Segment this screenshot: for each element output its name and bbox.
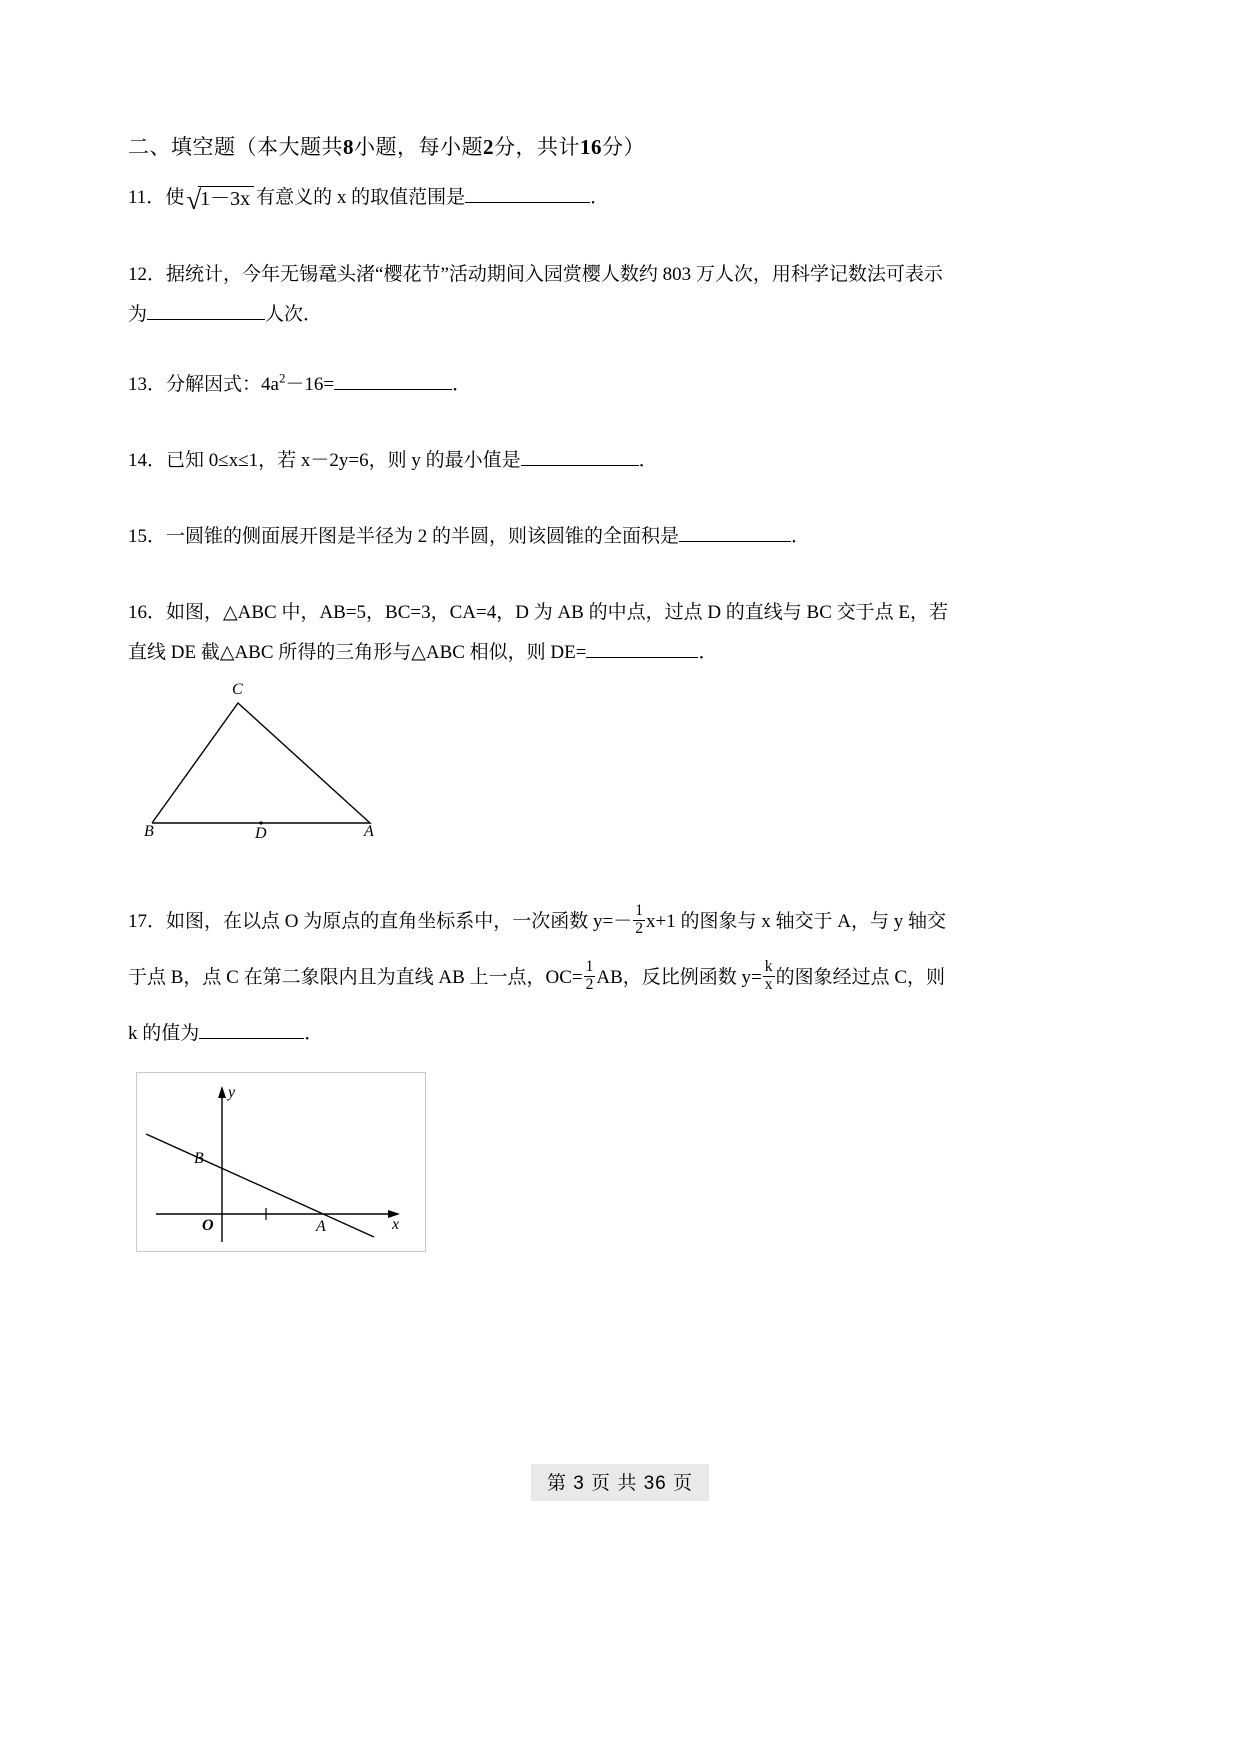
- question-17-text-2a: 于点 B，点 C 在第二象限内且为直线 AB 上一点，OC=: [128, 967, 583, 988]
- coordinate-label-B: B: [194, 1150, 204, 1167]
- question-15-pre: 一圆锥的侧面展开图是半径为 2 的半圆，则该圆锥的全面积是: [166, 526, 680, 547]
- question-14: [128, 441, 1123, 481]
- question-11-number: 11．: [128, 187, 166, 208]
- question-16-number: 16．: [128, 602, 167, 623]
- question-12-text-2-pre: 为: [128, 304, 148, 325]
- coordinate-label-A: A: [316, 1218, 326, 1235]
- question-13-pre: 分解因式：4a: [166, 374, 279, 395]
- question-17-line-2: [128, 950, 1123, 1006]
- question-12-line-1: [128, 255, 1123, 295]
- coordinate-label-O: O: [202, 1217, 214, 1234]
- answer-blank-12[interactable]: [147, 300, 265, 320]
- question-16-text-1: 如图，△ABC 中，AB=5，BC=3，CA=4，D 为 AB 的中点，过点 D 的直线与 BC 交于点 E，若: [166, 602, 949, 623]
- section-heading: [128, 130, 1123, 164]
- question-13-mid: －16=: [285, 374, 335, 395]
- question-13-end: ．: [452, 374, 472, 395]
- question-16-line-1: [128, 593, 1123, 633]
- triangle-svg: [140, 683, 390, 833]
- question-17-text-1a: 如图，在以点 O 为原点的直角坐标系中，一次函数 y=－: [166, 911, 633, 932]
- radical-sign-icon: √: [186, 185, 202, 215]
- figure-frame: [136, 1072, 426, 1252]
- question-15: [128, 517, 1123, 557]
- figure-coordinate-system: [136, 1072, 426, 1252]
- answer-blank-15[interactable]: [679, 522, 791, 542]
- question-14-pre: 已知 0≤x≤1，若 x－2y=6，则 y 的最小值是: [166, 450, 521, 471]
- answer-blank-17[interactable]: [199, 1019, 304, 1039]
- question-17-line-1: [128, 894, 1123, 950]
- question-12-text-2-post: 人次．: [265, 304, 323, 325]
- question-16: [128, 593, 1123, 673]
- question-16-text-2-pre: 直线 DE 截△ABC 所得的三角形与△ABC 相似，则 DE=: [128, 642, 587, 663]
- question-12-line-2: [128, 295, 1123, 335]
- question-14-number: 14．: [128, 450, 167, 471]
- question-17-text-3-end: ．: [304, 1023, 324, 1044]
- question-17-text-3-pre: k 的值为: [128, 1023, 200, 1044]
- section-heading-mid: 小题，每小题: [354, 135, 483, 159]
- section-heading-total: 16: [580, 135, 602, 159]
- question-12-number: 12．: [128, 264, 167, 285]
- question-11-post: 有意义的 x 的取值范围是: [256, 187, 466, 208]
- question-12: [128, 255, 1123, 335]
- section-heading-suffix: 分）: [602, 135, 645, 159]
- triangle-label-D: D: [255, 825, 267, 842]
- radical-body: 1－3x: [198, 186, 254, 211]
- question-13: [128, 365, 1123, 405]
- question-15-number: 15．: [128, 526, 167, 547]
- section-heading-prefix: 二、填空题（本大题共: [128, 135, 343, 159]
- fraction-one-half-2: [584, 959, 596, 993]
- question-11: [128, 178, 1123, 219]
- answer-blank-16[interactable]: [586, 638, 698, 658]
- section-heading-points: 2: [483, 135, 494, 159]
- fraction-denominator: x: [764, 975, 773, 993]
- fraction-one-half-1: [633, 903, 645, 937]
- page-footer: [0, 1464, 1240, 1501]
- question-13-line: [128, 365, 1123, 405]
- exponent-2: 2: [278, 370, 286, 386]
- fraction-denominator: 2: [585, 975, 594, 993]
- figure-triangle-abc: [140, 683, 390, 848]
- question-14-end: ．: [638, 450, 658, 471]
- section-heading-count: 8: [343, 135, 354, 159]
- triangle-label-C: C: [232, 681, 243, 698]
- question-17-text-2c: 的图象经过点 C，则: [775, 967, 946, 988]
- fraction-numerator: k: [764, 958, 773, 976]
- section-heading-mid2: 分，共计: [494, 135, 580, 159]
- question-17: [128, 894, 1123, 1062]
- coordinate-label-y: y: [228, 1084, 236, 1101]
- page-number-label: 第 3 页 共 36 页: [531, 1464, 709, 1501]
- question-15-end: ．: [791, 526, 811, 547]
- fraction-denominator: 2: [635, 919, 644, 937]
- triangle-label-B: B: [144, 823, 154, 840]
- question-17-line-3: [128, 1006, 1123, 1062]
- answer-blank-14[interactable]: [521, 446, 639, 466]
- question-12-text-1: 据统计，今年无锡鼋头渚“樱花节”活动期间入园赏樱人数约 803 万人次，用科学记数法可表示: [166, 264, 943, 285]
- fraction-numerator: 1: [585, 958, 594, 976]
- question-17-text-1b: x+1 的图象与 x 轴交于 A，与 y 轴交: [646, 911, 946, 932]
- question-15-line: [128, 517, 1123, 557]
- question-17-text-2b: AB，反比例函数 y=: [596, 967, 762, 988]
- radical-expression: [186, 179, 254, 219]
- answer-blank-11[interactable]: [465, 183, 590, 203]
- fraction-numerator: 1: [635, 902, 644, 920]
- page-content: [128, 130, 1123, 1252]
- question-13-number: 13．: [128, 374, 167, 395]
- coordinate-label-x: x: [392, 1216, 400, 1233]
- answer-blank-13[interactable]: [334, 370, 452, 390]
- question-14-line: [128, 441, 1123, 481]
- question-16-line-2: [128, 633, 1123, 673]
- question-17-number: 17．: [128, 911, 167, 932]
- question-16-text-2-end: ．: [698, 642, 718, 663]
- question-11-pre: 使: [165, 187, 185, 208]
- question-11-line: [128, 178, 1123, 219]
- question-11-end: ．: [590, 187, 610, 208]
- fraction-k-over-x: [763, 959, 775, 993]
- triangle-label-A: A: [364, 823, 374, 840]
